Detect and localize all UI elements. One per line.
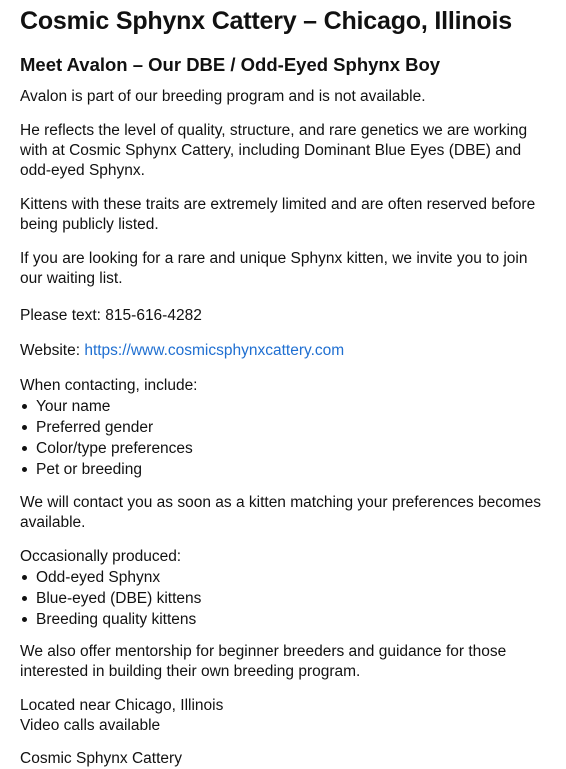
produced-list <box>20 567 554 630</box>
contact-outro: We will contact you as soon as a kitten matching your preferences becomes available. <box>20 494 541 531</box>
list-item: Odd-eyed Sphynx <box>20 567 554 588</box>
list-item: Breeding quality kittens <box>20 609 554 630</box>
produced-intro: Occasionally produced: <box>20 548 182 565</box>
quality-paragraph: He reflects the level of quality, structure, and rare genetics we are working with at Cosmic Sphynx Cattery, including Dominant Blue Eyes (DBE) and odd-eyed Sphynx. <box>20 122 528 179</box>
website-link[interactable]: https://www.cosmicsphynxcattery.com <box>84 342 345 359</box>
limited-paragraph: Kittens with these traits are extremely limited and are often reserved before being publicly listed. <box>20 196 536 233</box>
list-item: Color/type preferences <box>20 438 554 459</box>
website-label: Website: <box>20 342 85 359</box>
signature: Cosmic Sphynx Cattery <box>20 750 182 767</box>
video-calls-line: Video calls available <box>20 717 161 734</box>
list-item: Preferred gender <box>20 417 554 438</box>
list-item: Blue-eyed (DBE) kittens <box>20 588 554 609</box>
page-title: Cosmic Sphynx Cattery – Chicago, Illinois <box>20 7 512 35</box>
contact-list <box>20 396 554 480</box>
list-item: Your name <box>20 396 554 417</box>
location-line: Located near Chicago, Illinois <box>20 697 224 714</box>
mentorship-paragraph: We also offer mentorship for beginner breeders and guidance for those interested in building their own breeding program. <box>20 643 507 680</box>
contact-intro: When contacting, include: <box>20 377 198 394</box>
post-subtitle: Meet Avalon – Our DBE / Odd-Eyed Sphynx Boy <box>20 54 441 75</box>
phone-line: Please text: 815-616-4282 <box>20 307 202 324</box>
list-item: Pet or breeding <box>20 459 554 480</box>
website-line <box>20 341 554 361</box>
invite-paragraph: If you are looking for a rare and unique Sphynx kitten, we invite you to join our waiting list. <box>20 250 528 287</box>
intro-paragraph: Avalon is part of our breeding program and is not available. <box>20 88 426 105</box>
